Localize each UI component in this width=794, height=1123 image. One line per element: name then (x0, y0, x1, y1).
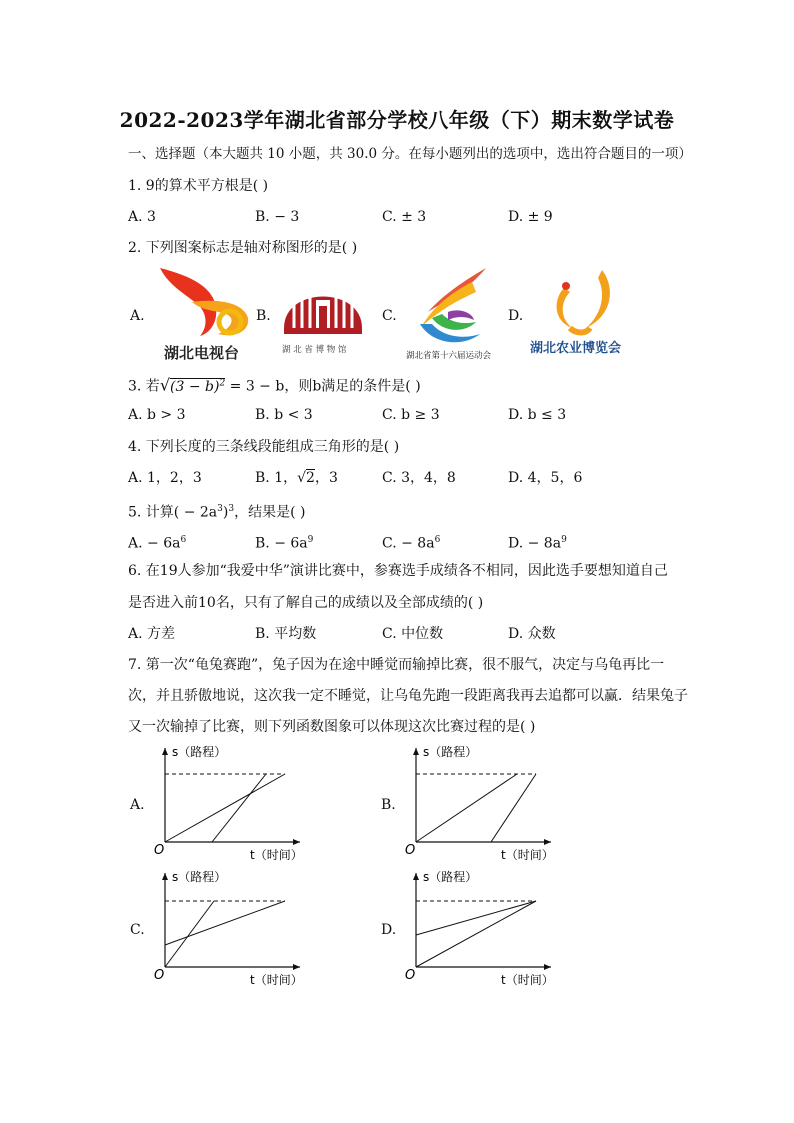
logo-d-text: 湖北农业博览会 (530, 341, 622, 356)
graph-b-xlabel: t（时间） (501, 848, 554, 862)
q6-option-d: D. 众数 (508, 626, 556, 642)
section-heading: 一、选择题（本大题共 10 小题，共 30.0 分。在每小题列出的选项中，选出符合题目的一项） (128, 146, 692, 162)
question-7-line3: 又一次输掉了比赛，则下列函数图象可以体现这次比赛过程的是( ) (128, 719, 536, 735)
q7-label-a: A. (130, 797, 145, 813)
sqrt-sign: √ (159, 375, 171, 395)
q1-option-d: D. ± 9 (508, 209, 553, 225)
graph-a-ylabel: s（路程） (172, 745, 227, 759)
q5-option-a: A. − $6a^6$ (128, 535, 187, 552)
q3-option-b: B. b < 3 (255, 407, 313, 423)
graph-d-origin: O (405, 968, 416, 983)
q3-prefix: 3. 若 (128, 378, 160, 395)
graph-d (401, 867, 561, 991)
graph-a (150, 742, 310, 866)
q3-option-d: D. b ≤ 3 (508, 407, 567, 423)
graph-c-xlabel: t（时间） (250, 973, 303, 987)
logo-provincial-games (402, 262, 502, 364)
q7-label-d: D. (381, 922, 397, 938)
q7-label-b: B. (381, 797, 396, 813)
logo-agri-expo (528, 264, 638, 360)
question-2-stem: 2. 下列图案标志是轴对称图形的是( ) (128, 240, 358, 256)
question-5-stem: 5. 计算( − $2a^3)^3$，结果是( ) (128, 504, 306, 521)
q2-label-a: A. (130, 308, 145, 324)
q6-option-c: C. 中位数 (382, 626, 444, 642)
graph-a-origin: O (154, 843, 165, 858)
q3-rest: = 3 − b，则b满足的条件是( ) (229, 378, 421, 395)
q2-label-b: B. (256, 308, 271, 324)
graph-b (401, 742, 561, 866)
q3-option-c: C. b ≥ 3 (382, 407, 440, 423)
logo-b-text: 湖 北 省 博 物 馆 (282, 345, 347, 355)
question-3-stem (128, 373, 421, 397)
q4-option-d: D. 4，5，6 (508, 470, 583, 486)
question-6-line2: 是否进入前10名，只有了解自己的成绩以及全部成绩的( ) (128, 595, 484, 611)
graph-c (150, 867, 310, 991)
question-7-line1: 7. 第一次“龟兔赛跑”，兔子因为在途中睡觉而输掉比赛，很不服气，决定与乌龟再比一 (128, 657, 665, 673)
logo-c-text: 湖北省第十六届运动会 (406, 351, 492, 361)
graph-c-origin: O (154, 968, 165, 983)
q3-option-a: A. b > 3 (128, 407, 186, 423)
question-6-line1: 6. 在19人参加“我爱中华”演讲比赛中，参赛选手成绩各不相同，因此选手要想知道自己 (128, 563, 668, 579)
q4-option-c: C. 3，4，8 (382, 470, 456, 486)
q2-label-c: C. (382, 308, 397, 324)
question-4-stem: 4. 下列长度的三条线段能组成三角形的是( ) (128, 439, 400, 455)
graph-b-origin: O (405, 843, 416, 858)
page-title: 2022-2023学年湖北省部分学校八年级（下）期末数学试卷 (119, 108, 675, 132)
q5-option-b: B. − $6a^9$ (255, 535, 314, 552)
q7-label-c: C. (130, 922, 145, 938)
logo-hubei-museum (278, 266, 368, 358)
graph-d-ylabel: s（路程） (423, 870, 478, 884)
q4-option-a: A. 1，2，3 (128, 470, 202, 486)
question-1-stem: 1. 9的算术平方根是( ) (128, 178, 269, 194)
graph-d-xlabel: t（时间） (501, 973, 554, 987)
q1-option-a: A. 3 (128, 209, 156, 225)
q4-option-b: B. 1，√2，3 (255, 470, 338, 486)
logo-a-text: 湖北电视台 (164, 344, 240, 362)
q6-option-b: B. 平均数 (255, 626, 317, 642)
logo-hubei-tv (152, 262, 252, 364)
question-7-line2: 次，并且骄傲地说，这次我一定不睡觉，让乌龟先跑一段距离我再去追都可以赢．结果兔子 (128, 688, 688, 704)
q6-option-a: A. 方差 (128, 626, 176, 642)
q5-option-d: D. − $8a^9$ (508, 535, 567, 552)
graph-c-ylabel: s（路程） (172, 870, 227, 884)
q2-label-d: D. (508, 308, 524, 324)
q3-radicand: $(3 - b)^2$ (170, 378, 226, 395)
graph-b-ylabel: s（路程） (423, 745, 478, 759)
q1-option-c: C. ± 3 (382, 209, 427, 225)
graph-a-xlabel: t（时间） (250, 848, 303, 862)
q1-option-b: B. − 3 (255, 209, 300, 225)
q5-option-c: C. − $8a^6$ (382, 535, 441, 552)
